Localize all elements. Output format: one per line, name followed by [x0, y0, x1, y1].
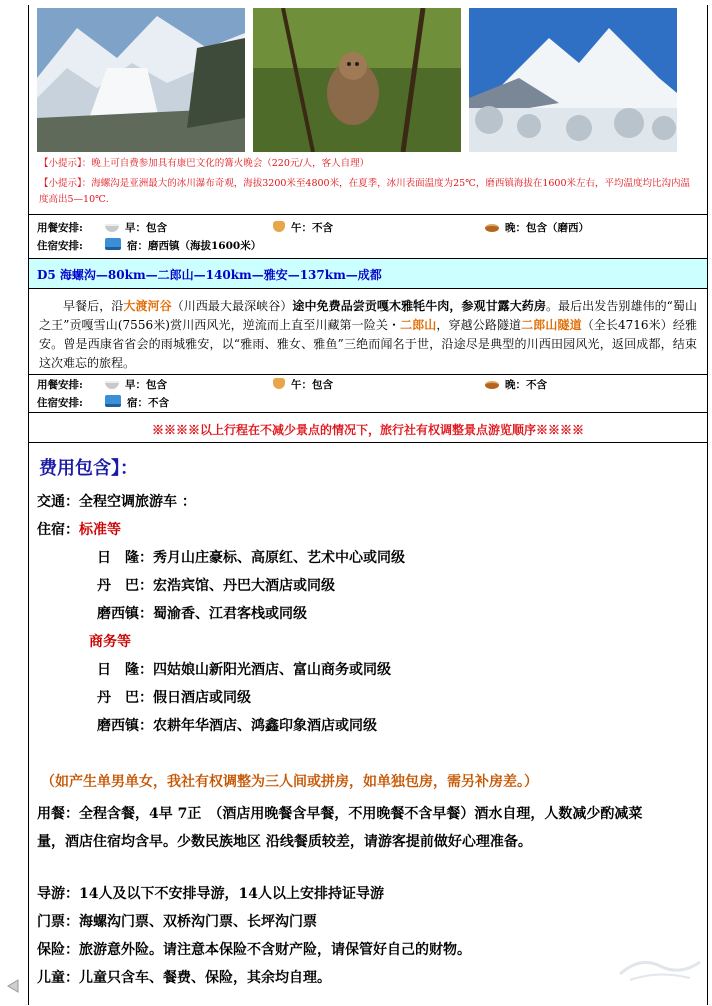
standard-hotel-rilong: 日 隆：秀月山庄豪标、高原红、艺术中心或同级 [97, 550, 405, 566]
bed-icon [105, 238, 121, 250]
bed-icon [105, 395, 121, 407]
snow-mountain-photo [469, 8, 677, 152]
meals-line-1: 用餐：全程含餐，4早 7正 （酒店用晚餐含早餐，不用晚餐不含早餐）酒水自理，人数减少酌减菜 [37, 806, 643, 822]
breakfast-bowl-icon [105, 381, 119, 389]
meal-label: 用餐安排: [37, 379, 83, 391]
photo-section [29, 5, 707, 215]
watermark-logo-icon [610, 952, 706, 988]
breakfast-status: 早：包含 [125, 379, 167, 391]
business-hotel-moxi: 磨西镇：农耕年华酒店、鸿鑫印象酒店或同级 [97, 718, 377, 734]
standard-hotel-moxi: 磨西镇：蜀渝香、江君客栈或同级 [97, 606, 307, 622]
transport-line: 交通：全程空调旅游车 ： [37, 494, 196, 510]
insurance-line: 保险：旅游意外险。请注意本保险不含财产险，请保管好自己的财物。 [37, 942, 471, 958]
standard-hotel-danba: 丹 巴：宏浩宾馆、丹巴大酒店或同级 [97, 578, 335, 594]
lunch-cup-icon [273, 378, 285, 389]
monkey-photo [253, 8, 461, 152]
stay-label: 住宿安排: [37, 397, 83, 409]
day4-meals-row [29, 215, 707, 259]
erlang-tunnel-highlight: 二郎山隧道 [521, 318, 582, 332]
tickets-line: 门票：海螺沟门票、双桥沟门票、长坪沟门票 [37, 914, 317, 930]
fees-title: 费用包含】： [39, 458, 138, 479]
lodging-line: 住宿：标准等 [37, 522, 121, 538]
lodging-status: 宿：磨西镇（海拔1600米） [127, 240, 262, 252]
dadu-river-highlight: 大渡河谷 [123, 299, 172, 313]
children-line: 儿童：儿童只含车、餐费、保险，其余均自理。 [37, 970, 331, 986]
tip-glacier: 【小提示】：海螺沟是亚洲最大的冰川瀑布奇观，海拔3200米至4800米，在夏季，冰川表面温度为25℃，磨西镇海拔在1600米左右，平均温度均比沟内温度高出5—10℃. [39, 178, 690, 205]
business-grade-label: 商务等 [89, 634, 131, 650]
business-hotel-danba: 丹 巴：假日酒店或同级 [97, 690, 251, 706]
single-room-note: （如产生单男单女，我社有权调整为三人间或拼房，如单独包房，需另补房差。） [41, 774, 538, 790]
stay-label: 住宿安排: [37, 240, 83, 252]
breakfast-status: 早：包含 [125, 222, 167, 234]
itinerary-page [28, 5, 708, 1005]
dinner-plate-icon [485, 381, 499, 389]
day5-description: 早餐后，沿大渡河谷（川西最大最深峡谷）途中免费品尝贡嘎木雅牦牛肉，参观甘露大药房。最后出发告别雄伟的“蜀山之王”贡嘎雪山(7556米)赏川西风光，逆流而上直至川藏第一险关・二郎山，穿越公路隧道二郎山隧道（全长4716米）经雅安。曾是西康省省会的雨城雅安，以“雅雨、雅女、雅鱼”三绝而闻名于世，沿途尽是典型的川西田园风光，返回成都，结束这次难忘的旅程。 [29, 289, 707, 375]
business-hotel-rilong: 日 隆：四姑娘山新阳光酒店、富山商务或同级 [97, 662, 391, 678]
dinner-status: 晚：不含 [505, 379, 547, 391]
notice-text: ※※※※以上行程在不减少景点的情况下，旅行社有权调整景点游览顺序※※※※ [151, 423, 584, 437]
dinner-status: 晚：包含（磨西） [505, 222, 589, 234]
glacier-photo [37, 8, 245, 152]
standard-grade-label: 标准等 [79, 522, 121, 538]
erlang-mountain-highlight: 二郎山 [400, 318, 437, 332]
day5-meals-row [29, 375, 707, 413]
breakfast-bowl-icon [105, 224, 119, 232]
guide-line: 导游：14人及以下不安排导游，14人以上安排持证导游 [37, 886, 384, 902]
day5-header [29, 259, 707, 289]
lunch-status: 午：不含 [291, 222, 333, 234]
lodging-status: 宿：不含 [127, 397, 169, 409]
page-back-arrow-icon[interactable] [6, 979, 20, 993]
day5-title: D5 海螺沟—80km—二郎山—140km—雅安—137km—成都 [37, 268, 382, 282]
tip-bonfire: 【小提示】：晚上可自费参加具有康巴文化的篝火晚会（220元/人，客人自理） [39, 158, 370, 169]
itinerary-notice [29, 413, 707, 443]
lunch-status: 午：包含 [291, 379, 333, 391]
dinner-plate-icon [485, 224, 499, 232]
meals-line-2: 量，酒店住宿均含早。少数民族地区 沿线餐质较差，请游客提前做好心理准备。 [37, 834, 532, 850]
lunch-cup-icon [273, 221, 285, 232]
meal-label: 用餐安排: [37, 222, 83, 234]
